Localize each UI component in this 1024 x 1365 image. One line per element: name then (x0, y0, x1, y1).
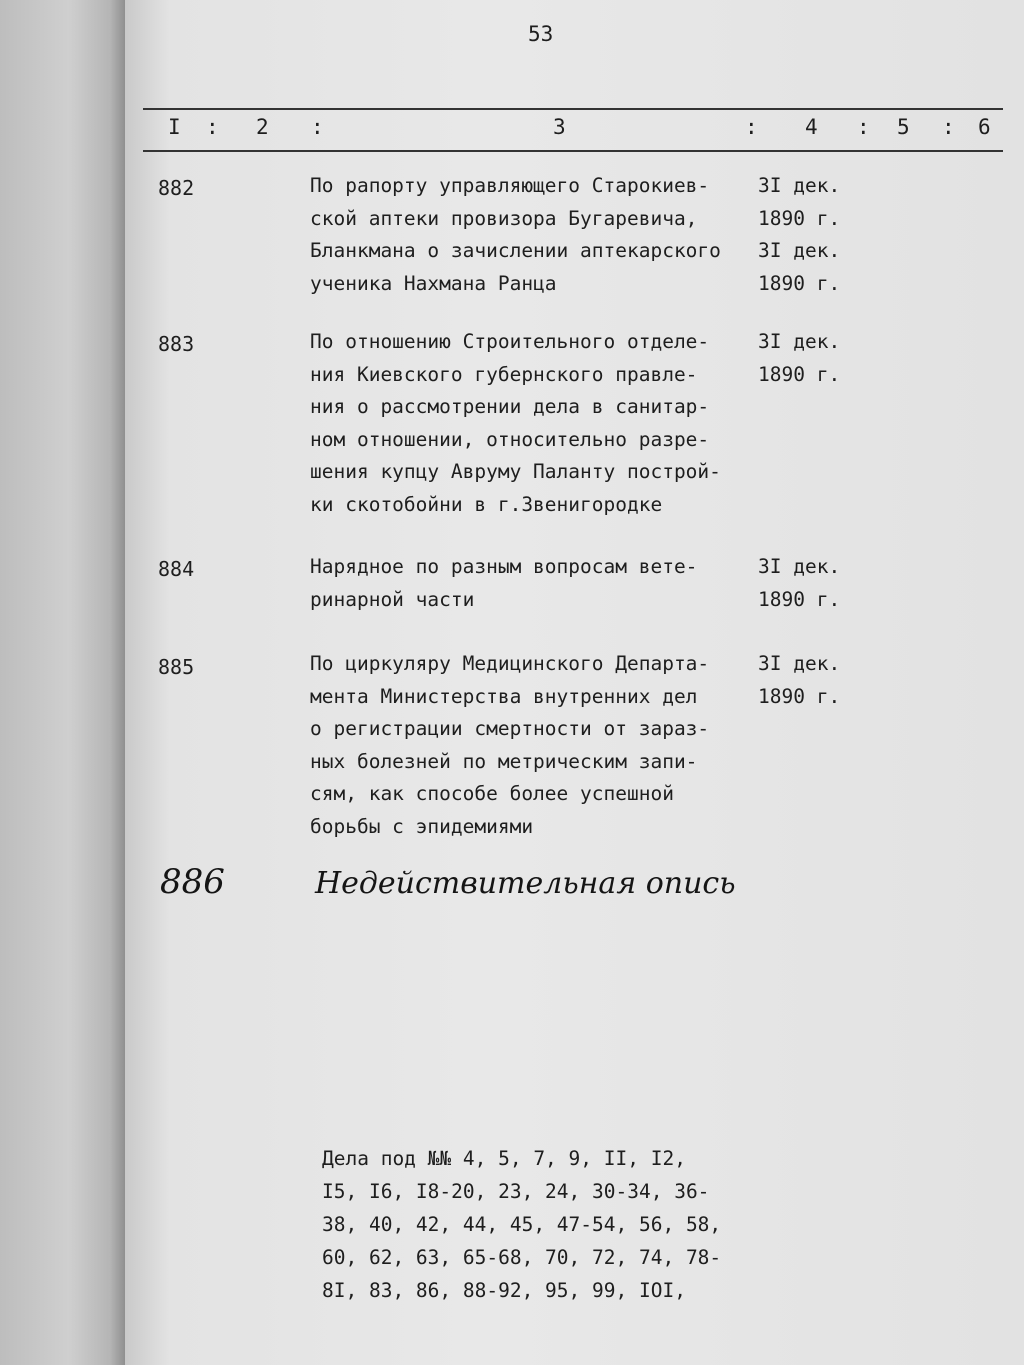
entry-884-dates: 3I дек. 1890 г. (758, 555, 841, 611)
column-separator-3: : (745, 115, 758, 139)
entry-883-dates: 3I дек. 1890 г. (758, 330, 841, 386)
header-rule-top (143, 108, 1003, 110)
entry-884-number: 884 (158, 557, 195, 581)
page-number: 53 (528, 22, 554, 46)
entry-883-number: 883 (158, 332, 195, 356)
column-separator-5: : (942, 115, 955, 139)
handwritten-entry-number: 886 (160, 862, 225, 902)
entry-885-number: 885 (158, 655, 195, 679)
case-list-footer: Дела под №№ 4, 5, 7, 9, II, I2, I5, I6, I8-20, 23, 24, 30-34, 36- 38, 40, 42, 44, 45, 47-54, 56, 58, 60, 62, 63, 65-68, 70, 72, 74, 78- 8I, 83, 86, 88-92, 95, 99, IOI, (322, 1147, 722, 1302)
entry-883-description: По отношению Строительного отделе- ния Киевского губернского правле- ния о рассмотрении дела в санитар- ном отношении, относительно разре- шения купцу Авруму Паланту построй- ки скотобойни в г.Звенигородке (310, 330, 721, 516)
entry-882-description: По рапорту управляющего Старокиев- ской аптеки провизора Бугаревича, Бланкмана о зачислении аптекарского ученика Нахмана Ранца (310, 174, 721, 295)
handwritten-note: Недействительная опись (315, 866, 736, 901)
column-header-6: 6 (978, 115, 991, 139)
column-header-3: 3 (553, 115, 566, 139)
column-header-4: 4 (805, 115, 818, 139)
column-separator-4: : (857, 115, 870, 139)
facing-page (0, 0, 125, 1365)
entry-884-description: Нарядное по разным вопросам вете- ринарной части (310, 555, 698, 611)
column-header-2: 2 (256, 115, 269, 139)
entry-882-number: 882 (158, 176, 195, 200)
entry-882-dates: 3I дек. 1890 г. 3I дек. 1890 г. (758, 174, 841, 295)
entry-885-dates: 3I дек. 1890 г. (758, 652, 841, 708)
column-separator-1: : (206, 115, 219, 139)
column-header-1: I (168, 115, 181, 139)
column-separator-2: : (311, 115, 324, 139)
column-header-5: 5 (897, 115, 910, 139)
header-rule-bottom (143, 150, 1003, 152)
entry-885-description: По циркуляру Медицинского Департа- мента Министерства внутренних дел о регистрации смертности от зараз- ных болезней по метрическим запи- сям, как способе более успешной борьбы с эпидемиями (310, 652, 710, 838)
